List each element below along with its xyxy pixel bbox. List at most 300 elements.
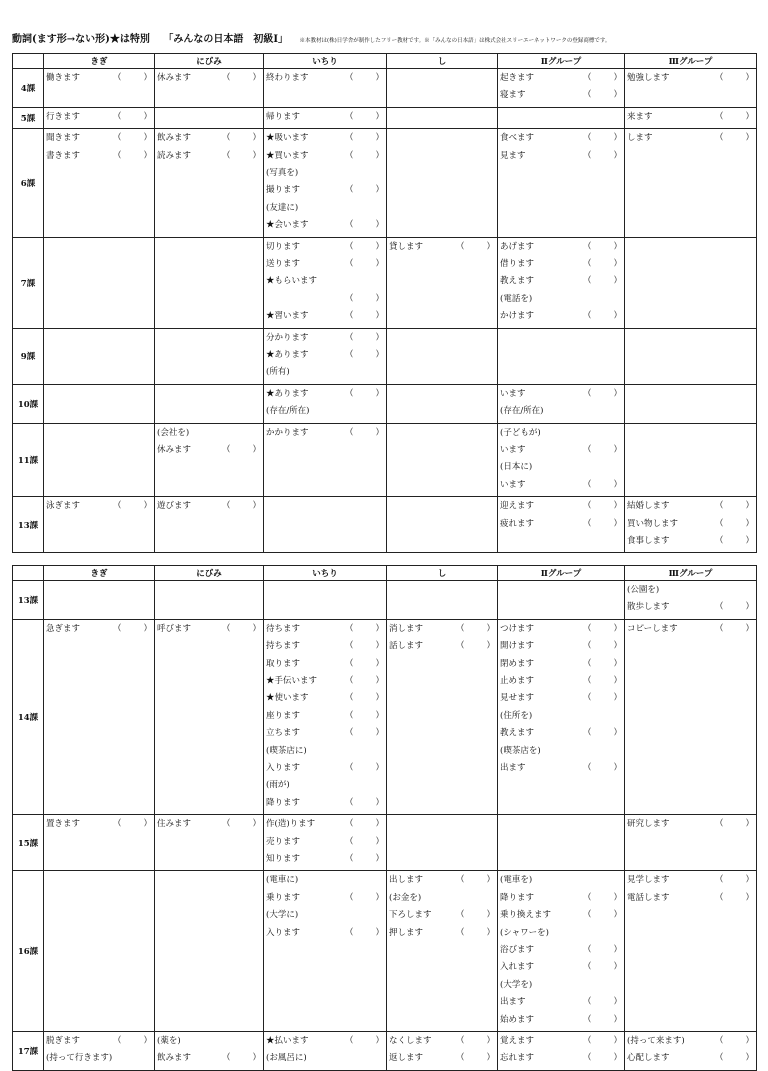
verb-text: 見ます bbox=[500, 150, 526, 161]
verb-entry bbox=[266, 907, 384, 924]
answer-blank[interactable]: （ ） bbox=[582, 675, 622, 686]
answer-blank[interactable]: （ ） bbox=[221, 1053, 261, 1064]
verb-entry bbox=[627, 109, 754, 126]
verb-entry bbox=[266, 109, 384, 126]
answer-blank[interactable]: （ ） bbox=[714, 602, 754, 613]
answer-blank[interactable]: （ ） bbox=[582, 444, 622, 455]
verb-entry bbox=[500, 907, 622, 924]
verb-entry bbox=[266, 1033, 384, 1050]
answer-blank[interactable]: （ ） bbox=[582, 962, 622, 973]
verb-cell-ichiri bbox=[264, 328, 387, 384]
verb-entry bbox=[627, 533, 754, 550]
answer-blank[interactable]: （ ） bbox=[221, 444, 261, 455]
lesson-number: 17課 bbox=[13, 1031, 44, 1070]
verb-entry bbox=[46, 1033, 152, 1050]
verb-entry bbox=[266, 743, 384, 760]
answer-blank[interactable]: （ ） bbox=[714, 819, 754, 830]
verb-cell-kigi bbox=[44, 69, 155, 108]
answer-blank[interactable]: （ ） bbox=[714, 501, 754, 512]
verb-cell-kigi bbox=[44, 237, 155, 328]
lesson-row bbox=[13, 497, 757, 553]
verb-cell-group2 bbox=[498, 815, 625, 871]
lesson-number: 6課 bbox=[13, 129, 44, 237]
verb-entry bbox=[500, 925, 622, 942]
answer-blank[interactable]: （ ） bbox=[344, 1035, 384, 1046]
verb-text: 起きます bbox=[500, 73, 535, 83]
verb-text: なくします bbox=[389, 1035, 432, 1046]
verb-text: コピーします bbox=[627, 623, 678, 634]
verb-text: 休みます bbox=[157, 444, 192, 455]
answer-blank[interactable]: （ ） bbox=[582, 623, 622, 634]
verb-cell-group3 bbox=[625, 497, 757, 553]
verb-entry bbox=[389, 925, 495, 942]
answer-blank[interactable]: （ ） bbox=[112, 623, 152, 634]
answer-blank[interactable]: （ ） bbox=[344, 258, 384, 269]
verb-entry bbox=[627, 582, 754, 599]
answer-blank[interactable]: （ ） bbox=[344, 819, 384, 830]
answer-blank[interactable]: （ ） bbox=[582, 892, 622, 903]
verb-entry bbox=[46, 498, 152, 515]
verb-text: 聞きます bbox=[46, 133, 81, 144]
document-header bbox=[12, 30, 756, 45]
lesson-row bbox=[13, 619, 757, 814]
verb-cell-group3 bbox=[625, 69, 757, 108]
verb-cell-group3 bbox=[625, 871, 757, 1032]
answer-blank[interactable]: （ ） bbox=[582, 90, 622, 101]
answer-blank[interactable]: （ ） bbox=[344, 836, 384, 847]
column-header-ichiri: いちり bbox=[264, 566, 387, 581]
verb-cell-kigi bbox=[44, 497, 155, 553]
verb-text: 飲みます bbox=[157, 1053, 192, 1064]
answer-blank[interactable]: （ ） bbox=[221, 819, 261, 830]
verb-cell-nibimi bbox=[155, 237, 264, 328]
answer-blank[interactable]: （ ） bbox=[344, 349, 384, 360]
verb-entry bbox=[500, 87, 622, 104]
answer-blank[interactable]: （ ） bbox=[714, 1053, 754, 1064]
lesson-number: 13課 bbox=[13, 581, 44, 620]
verb-entry bbox=[157, 70, 261, 87]
answer-blank[interactable]: （ ） bbox=[455, 623, 495, 634]
verb-entry bbox=[500, 942, 622, 959]
answer-blank[interactable]: （ ） bbox=[112, 150, 152, 161]
verb-cell-group2 bbox=[498, 384, 625, 423]
verb-text: 出ます bbox=[500, 762, 526, 773]
verb-text: 呼びます bbox=[157, 623, 192, 634]
verb-text: 借ります bbox=[500, 258, 535, 269]
verb-text: (存在/所在) bbox=[266, 406, 310, 417]
verb-cell-ichiri bbox=[264, 69, 387, 108]
verb-text: (持って来ます) bbox=[627, 1035, 685, 1046]
verb-entry bbox=[157, 498, 261, 515]
answer-blank[interactable]: （ ） bbox=[714, 892, 754, 903]
verb-text: 送ります bbox=[266, 258, 301, 269]
answer-blank[interactable]: （ ） bbox=[112, 501, 152, 512]
verb-text: 作(造)ります bbox=[266, 819, 316, 830]
answer-blank[interactable]: （ ） bbox=[344, 623, 384, 634]
answer-blank[interactable]: （ ） bbox=[582, 73, 622, 83]
column-header-kigi: きぎ bbox=[44, 566, 155, 581]
answer-blank[interactable]: （ ） bbox=[221, 133, 261, 144]
answer-blank[interactable]: （ ） bbox=[582, 658, 622, 669]
answer-blank[interactable]: （ ） bbox=[582, 997, 622, 1008]
verb-text: 撮ります bbox=[266, 185, 301, 196]
verb-entry bbox=[500, 70, 622, 87]
answer-blank[interactable]: （ ） bbox=[344, 133, 384, 144]
verb-entry bbox=[46, 621, 152, 638]
verb-text: 泳ぎます bbox=[46, 501, 81, 512]
lesson-number: 13課 bbox=[13, 497, 44, 553]
answer-blank[interactable]: （ ） bbox=[455, 641, 495, 652]
verb-text: 始めます bbox=[500, 1014, 535, 1025]
verb-text: (子どもが) bbox=[500, 427, 541, 438]
verb-cell-kigi bbox=[44, 129, 155, 237]
verb-text: 入ります bbox=[266, 762, 301, 773]
verb-text: ★会います bbox=[266, 220, 309, 231]
verb-text: 出します bbox=[389, 875, 424, 886]
verb-entry bbox=[266, 347, 384, 364]
verb-cell-group2 bbox=[498, 1031, 625, 1070]
verb-entry bbox=[627, 890, 754, 907]
answer-blank[interactable]: （ ） bbox=[582, 1014, 622, 1025]
verb-text: 帰ります bbox=[266, 111, 301, 122]
column-header-group3: Ⅲグループ bbox=[625, 566, 757, 581]
verb-text: 心配します bbox=[627, 1053, 670, 1064]
verb-entry bbox=[266, 638, 384, 655]
answer-blank[interactable]: （ ） bbox=[344, 927, 384, 938]
answer-blank[interactable]: （ ） bbox=[221, 501, 261, 512]
verb-entry bbox=[627, 498, 754, 515]
answer-blank[interactable]: （ ） bbox=[344, 241, 384, 252]
answer-blank[interactable]: （ ） bbox=[582, 1053, 622, 1064]
verb-text: します bbox=[627, 133, 653, 144]
verb-text: 下ろします bbox=[389, 910, 432, 921]
answer-blank[interactable]: （ ） bbox=[582, 276, 622, 287]
verb-entry bbox=[389, 239, 495, 256]
verb-entry bbox=[266, 795, 384, 812]
verb-entry bbox=[389, 1033, 495, 1050]
verb-entry bbox=[157, 130, 261, 147]
answer-blank[interactable]: （ ） bbox=[344, 111, 384, 122]
verb-entry bbox=[500, 690, 622, 707]
answer-blank[interactable]: （ ） bbox=[455, 1035, 495, 1046]
verb-text: (大学を) bbox=[500, 979, 533, 990]
verb-cell-ichiri bbox=[264, 815, 387, 871]
verb-text: 散歩します bbox=[627, 602, 670, 613]
verb-entry bbox=[157, 148, 261, 165]
verb-cell-group3 bbox=[625, 1031, 757, 1070]
verb-entry bbox=[266, 70, 384, 87]
verb-text: 取ります bbox=[266, 658, 301, 669]
verb-text: 知ります bbox=[266, 853, 301, 864]
verb-cell-group2 bbox=[498, 619, 625, 814]
lesson-number: 10課 bbox=[13, 384, 44, 423]
answer-blank[interactable]: （ ） bbox=[582, 311, 622, 322]
verb-text: (お風呂に) bbox=[266, 1053, 307, 1064]
answer-blank[interactable]: （ ） bbox=[344, 388, 384, 399]
column-header-ichiri: いちり bbox=[264, 54, 387, 69]
answer-blank[interactable]: （ ） bbox=[112, 819, 152, 830]
lesson-number: 16課 bbox=[13, 871, 44, 1032]
verb-text: 結婚します bbox=[627, 501, 670, 512]
answer-blank[interactable]: （ ） bbox=[344, 675, 384, 686]
verb-text: 置きます bbox=[46, 819, 81, 830]
verb-entry bbox=[500, 1012, 622, 1029]
answer-blank[interactable]: （ ） bbox=[582, 910, 622, 921]
verb-entry bbox=[266, 425, 384, 442]
lesson-row bbox=[13, 581, 757, 620]
verb-entry bbox=[266, 1050, 384, 1067]
lesson-number: 9課 bbox=[13, 328, 44, 384]
verb-text: 覚えます bbox=[500, 1035, 535, 1046]
answer-blank[interactable]: （ ） bbox=[221, 73, 261, 83]
answer-blank[interactable]: （ ） bbox=[344, 762, 384, 773]
verb-cell-group3 bbox=[625, 384, 757, 423]
answer-blank[interactable]: （ ） bbox=[344, 427, 384, 438]
answer-blank[interactable]: （ ） bbox=[455, 241, 495, 252]
answer-blank[interactable]: （ ） bbox=[714, 111, 754, 122]
answer-blank[interactable]: （ ） bbox=[344, 150, 384, 161]
verb-text: ★あります bbox=[266, 349, 309, 360]
verb-entry bbox=[266, 200, 384, 217]
verb-cell-shi bbox=[387, 107, 498, 128]
answer-blank[interactable]: （ ） bbox=[344, 797, 384, 808]
verb-entry bbox=[266, 777, 384, 794]
verb-cell-nibimi bbox=[155, 619, 264, 814]
verb-cell-nibimi bbox=[155, 328, 264, 384]
verb-entry bbox=[500, 239, 622, 256]
verb-text: ★買います bbox=[266, 150, 309, 161]
verb-entry bbox=[627, 130, 754, 147]
column-header-nibimi: にびみ bbox=[155, 566, 264, 581]
verb-entry bbox=[266, 872, 384, 889]
verb-entry bbox=[157, 816, 261, 833]
verb-cell-group3 bbox=[625, 328, 757, 384]
verb-entry bbox=[500, 256, 622, 273]
verb-text: (喫茶店に) bbox=[266, 745, 307, 756]
verb-entry bbox=[389, 621, 495, 638]
verb-cell-ichiri bbox=[264, 1031, 387, 1070]
verb-text: あげます bbox=[500, 241, 535, 252]
verb-text: 勉強します bbox=[627, 73, 670, 83]
verb-cell-kigi bbox=[44, 815, 155, 871]
verb-cell-shi bbox=[387, 619, 498, 814]
verb-text: (シャワーを) bbox=[500, 927, 549, 938]
verb-text: ★あります bbox=[266, 388, 309, 399]
verb-entry bbox=[46, 148, 152, 165]
verb-entry bbox=[266, 708, 384, 725]
verb-text: 読みます bbox=[157, 150, 192, 161]
verb-cell-group2 bbox=[498, 497, 625, 553]
verb-cell-group3 bbox=[625, 237, 757, 328]
verb-text: 住みます bbox=[157, 819, 192, 830]
verb-entry bbox=[266, 851, 384, 868]
answer-blank[interactable]: （ ） bbox=[582, 133, 622, 144]
answer-blank[interactable]: （ ） bbox=[344, 641, 384, 652]
verb-cell-nibimi bbox=[155, 1031, 264, 1070]
answer-blank[interactable]: （ ） bbox=[714, 1035, 754, 1046]
answer-blank[interactable]: （ ） bbox=[582, 1035, 622, 1046]
verb-text: 寝ます bbox=[500, 90, 526, 101]
verb-entry bbox=[389, 872, 495, 889]
answer-blank[interactable]: （ ） bbox=[344, 728, 384, 739]
verb-entry bbox=[500, 498, 622, 515]
verb-cell-kigi bbox=[44, 328, 155, 384]
column-header-group3: Ⅲグループ bbox=[625, 54, 757, 69]
answer-blank[interactable]: （ ） bbox=[344, 693, 384, 704]
answer-blank[interactable]: （ ） bbox=[112, 73, 152, 83]
answer-blank[interactable]: （ ） bbox=[112, 111, 152, 122]
verb-entry bbox=[266, 834, 384, 851]
column-header-lesson bbox=[13, 54, 44, 69]
verb-cell-kigi bbox=[44, 619, 155, 814]
column-header-shi: し bbox=[387, 566, 498, 581]
verb-text: (友達に) bbox=[266, 202, 299, 213]
answer-blank[interactable]: （ ） bbox=[344, 220, 384, 231]
answer-blank[interactable]: （ ） bbox=[582, 728, 622, 739]
answer-blank[interactable]: （ ） bbox=[582, 241, 622, 252]
verb-cell-kigi bbox=[44, 107, 155, 128]
verb-entry bbox=[266, 890, 384, 907]
verb-entry bbox=[266, 925, 384, 942]
answer-blank[interactable]: （ ） bbox=[344, 293, 384, 304]
verb-cell-ichiri bbox=[264, 107, 387, 128]
column-header-nibimi: にびみ bbox=[155, 54, 264, 69]
verb-text: 疲れます bbox=[500, 518, 535, 529]
verb-text: 終わります bbox=[266, 73, 309, 83]
verb-text: 行きます bbox=[46, 111, 81, 122]
verb-entry bbox=[627, 516, 754, 533]
verb-cell-nibimi bbox=[155, 129, 264, 237]
verb-entry bbox=[266, 621, 384, 638]
verb-entry bbox=[500, 442, 622, 459]
answer-blank[interactable]: （ ） bbox=[714, 73, 754, 83]
verb-cell-ichiri bbox=[264, 497, 387, 553]
answer-blank[interactable]: （ ） bbox=[112, 133, 152, 144]
verb-cell-shi bbox=[387, 129, 498, 237]
verb-cell-ichiri bbox=[264, 423, 387, 497]
answer-blank[interactable]: （ ） bbox=[582, 944, 622, 955]
verb-cell-kigi bbox=[44, 1031, 155, 1070]
answer-blank[interactable]: （ ） bbox=[344, 658, 384, 669]
answer-blank[interactable]: （ ） bbox=[714, 623, 754, 634]
verb-entry bbox=[266, 130, 384, 147]
verb-text: 閉めます bbox=[500, 658, 535, 669]
verb-entry bbox=[627, 872, 754, 889]
answer-blank[interactable]: （ ） bbox=[714, 535, 754, 546]
verb-entry bbox=[266, 330, 384, 347]
verb-entry bbox=[266, 690, 384, 707]
verb-text: (写真を) bbox=[266, 167, 299, 178]
verb-entry bbox=[500, 459, 622, 476]
answer-blank[interactable]: （ ） bbox=[582, 693, 622, 704]
verb-text: (持って行きます) bbox=[46, 1053, 113, 1064]
verb-text: 座ります bbox=[266, 710, 301, 721]
verb-entry bbox=[266, 239, 384, 256]
verb-text: (電話を) bbox=[500, 293, 533, 304]
verb-text: 遊びます bbox=[157, 501, 192, 512]
answer-blank[interactable]: （ ） bbox=[582, 258, 622, 269]
column-header-group2: Ⅱグループ bbox=[498, 54, 625, 69]
verb-text: 浴びます bbox=[500, 944, 535, 955]
answer-blank[interactable]: （ ） bbox=[344, 311, 384, 322]
verb-text: 乗り換えます bbox=[500, 910, 552, 921]
verb-cell-group3 bbox=[625, 581, 757, 620]
answer-blank[interactable]: （ ） bbox=[582, 762, 622, 773]
answer-blank[interactable]: （ ） bbox=[344, 853, 384, 864]
answer-blank[interactable]: （ ） bbox=[582, 518, 622, 529]
answer-blank[interactable]: （ ） bbox=[455, 910, 495, 921]
answer-blank[interactable]: （ ） bbox=[582, 388, 622, 399]
answer-blank[interactable]: （ ） bbox=[582, 479, 622, 490]
verb-entry bbox=[500, 516, 622, 533]
verb-text: (会社を) bbox=[157, 427, 190, 438]
answer-blank[interactable]: （ ） bbox=[714, 133, 754, 144]
answer-blank[interactable]: （ ） bbox=[344, 73, 384, 83]
verb-text: 教えます bbox=[500, 728, 535, 739]
answer-blank[interactable]: （ ） bbox=[344, 185, 384, 196]
answer-blank[interactable]: （ ） bbox=[344, 892, 384, 903]
verb-cell-nibimi bbox=[155, 384, 264, 423]
verb-text: ★もらいます bbox=[266, 276, 318, 287]
verb-cell-nibimi bbox=[155, 871, 264, 1032]
answer-blank[interactable]: （ ） bbox=[455, 1053, 495, 1064]
answer-blank[interactable]: （ ） bbox=[112, 1035, 152, 1046]
verb-cell-group2 bbox=[498, 107, 625, 128]
verb-text: (喫茶店を) bbox=[500, 745, 541, 756]
answer-blank[interactable]: （ ） bbox=[344, 332, 384, 343]
answer-blank[interactable]: （ ） bbox=[221, 623, 261, 634]
answer-blank[interactable]: （ ） bbox=[582, 150, 622, 161]
verb-entry bbox=[157, 425, 261, 442]
verb-entry bbox=[389, 1050, 495, 1067]
verb-text: 話します bbox=[389, 641, 424, 652]
verb-entry bbox=[266, 217, 384, 234]
answer-blank[interactable]: （ ） bbox=[582, 641, 622, 652]
verb-entry bbox=[500, 673, 622, 690]
verb-text: ★払います bbox=[266, 1035, 309, 1046]
verb-text: 持ちます bbox=[266, 641, 301, 652]
copyright-note: ※本教材は(株)日学舎が制作したフリー教材です。※「みんなの日本語」は株式会社スリーエーネットワークの登録商標です。 bbox=[299, 38, 611, 44]
verb-text: 入れます bbox=[500, 962, 535, 973]
verb-entry bbox=[157, 442, 261, 459]
verb-cell-kigi bbox=[44, 581, 155, 620]
answer-blank[interactable]: （ ） bbox=[344, 710, 384, 721]
verb-text: (存在/所在) bbox=[500, 406, 544, 417]
answer-blank[interactable]: （ ） bbox=[455, 875, 495, 886]
verb-entry bbox=[500, 291, 622, 308]
answer-blank[interactable]: （ ） bbox=[582, 501, 622, 512]
verb-entry bbox=[500, 1050, 622, 1067]
lesson-row bbox=[13, 69, 757, 108]
answer-blank[interactable]: （ ） bbox=[455, 927, 495, 938]
lesson-number: 5課 bbox=[13, 107, 44, 128]
lesson-row bbox=[13, 423, 757, 497]
verb-text: 待ちます bbox=[266, 623, 301, 634]
verb-entry bbox=[500, 725, 622, 742]
verb-entry bbox=[46, 109, 152, 126]
verb-entry bbox=[157, 1033, 261, 1050]
lesson-row bbox=[13, 328, 757, 384]
answer-blank[interactable]: （ ） bbox=[714, 518, 754, 529]
column-header-shi: し bbox=[387, 54, 498, 69]
verb-entry bbox=[266, 656, 384, 673]
verb-entry bbox=[500, 308, 622, 325]
verb-entry bbox=[266, 165, 384, 182]
verb-text: います bbox=[500, 444, 526, 455]
answer-blank[interactable]: （ ） bbox=[714, 875, 754, 886]
answer-blank[interactable]: （ ） bbox=[221, 150, 261, 161]
verb-text: 休みます bbox=[157, 73, 192, 83]
